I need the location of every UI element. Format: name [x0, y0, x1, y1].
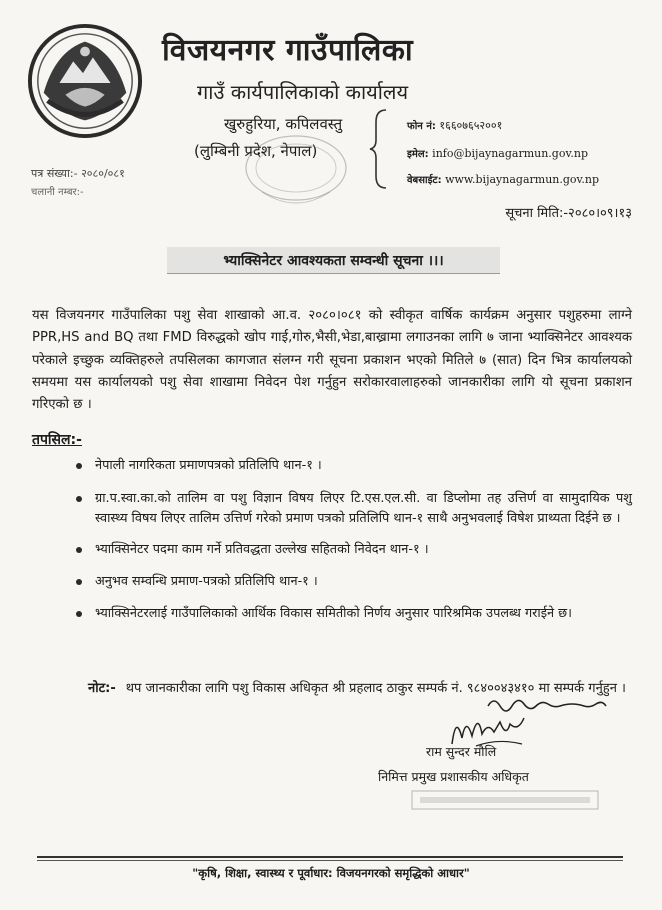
notice-body: यस विजयनगर गाउँपालिका पशु सेवा शाखाको आ.व. २०८०।०८१ को स्वीकृत वार्षिक कार्यक्रम अनुसार पशुहरुमा लाग्ने PPR,HS and BQ तथा FMD विरुद्धको खोप गाई,गोरु,भैसी,भेडा,बाख्रामा लगाउनका लागि ७ जाना भ्याक्सिनेटर आवश्यक परेकाले इच्छुक व्यक्तिहरुले तपसिलका कागजात संलग्न गरी सूचना प्रकाशन भएको मितिले ७ (सात) दिन भित्र कार्यालयको समयमा यस कार्यालयको पशु सेवा शाखामा निवेदन पेश गर्नुहुन सरोकारवालाहरुको जानकारीका लागि यो सूचना प्रकाशन गरिएको छ । — [32, 308, 632, 413]
designation-stamp-icon — [410, 788, 600, 812]
signatory-name: राम सुन्दर मौलि — [426, 744, 497, 759]
details-list — [76, 456, 632, 624]
contact-phone — [407, 118, 502, 133]
phone-label: फोन नं: — [407, 121, 436, 132]
list-item: नेपाली नागरिकता प्रमाणपत्रको प्रतिलिपि थान-१ । — [76, 456, 632, 477]
footer-slogan: "कृषि, शिक्षा, स्वास्थ्य र पूर्वाधार: विजयनगरको समृद्धिको आधार" — [192, 866, 470, 880]
details-heading: तपसिल:- — [32, 432, 82, 448]
office-name: गाउँ कार्यपालिकाको कार्यालय — [197, 80, 409, 104]
notice-subject — [167, 247, 500, 274]
list-item: भ्याक्सिनेटरलाई गाउँपालिकाको आर्थिक विकास समितीको निर्णय अनुसार पारिश्रमिक उपलब्ध गराईने छ। — [76, 604, 632, 625]
note-label: नोट:- — [88, 681, 116, 696]
note-text: थप जानकारीका लागि पशु विकास अधिकृत श्री प्रहलाद ठाकुर सम्पर्क नं. ९८४००४३४१० मा सम्पर्क गर्नुहुन । — [125, 681, 626, 696]
office-province: (लुम्बिनी प्रदेश, नेपाल) — [194, 142, 318, 160]
office-location: खुरुहुरिया, कपिलवस्तु — [224, 115, 343, 133]
website-label: वेबसाईट: — [407, 175, 442, 186]
contact-brace — [368, 108, 390, 190]
email-link[interactable]: info@bijaynagarmun.gov.np — [432, 147, 589, 160]
email-label: इमेल: — [407, 149, 429, 160]
subject-text: भ्याक्सिनेटर आवश्यकता सम्वन्धी सूचना ।।। — [223, 252, 444, 269]
list-item: अनुभव सम्वन्धि प्रमाण-पत्रको प्रतिलिपि थान-१ । — [76, 572, 632, 593]
contact-email — [407, 146, 588, 160]
contact-website — [407, 172, 599, 186]
website-link[interactable]: www.bijaynagarmun.gov.np — [445, 173, 600, 186]
nepal-emblem-icon — [26, 22, 144, 140]
list-item: ग्रा.प.स्वा.का.को तालिम वा पशु विज्ञान विषय लिएर टि.एस.एल.सी. वा डिप्लोमा तह उत्तिर्ण वा सामुदायिक पशु स्वास्थ्य विषय लिएर तालिम उत्तिर्ण गरेको प्रमाण पत्रको प्रतिलिपि थान-१ साथै अनुभवलाई विषेश प्राथ्यता दिईने छ । — [76, 489, 632, 530]
phone-value: १६६०७६५२००१ — [439, 119, 503, 132]
footer-divider-thin — [37, 860, 623, 861]
signatory-designation: निमित्त प्रमुख प्रशासकीय अधिकृत — [378, 769, 529, 784]
letter-number: पत्र संख्या:- २०८०/०८१ — [31, 167, 125, 180]
municipality-title: विजयनगर गाउँपालिका — [162, 33, 414, 68]
list-item: भ्याक्सिनेटर पदमा काम गर्ने प्रतिवद्धता उल्लेख सहितको निवेदन थान-१ । — [76, 540, 632, 561]
notice-date: सूचना मिति:-२०८०।०९।१३ — [505, 206, 632, 221]
dispatch-number: चलानी नम्बर:- — [31, 187, 84, 198]
footer-divider — [37, 856, 623, 858]
office-stamp-icon — [222, 132, 370, 214]
